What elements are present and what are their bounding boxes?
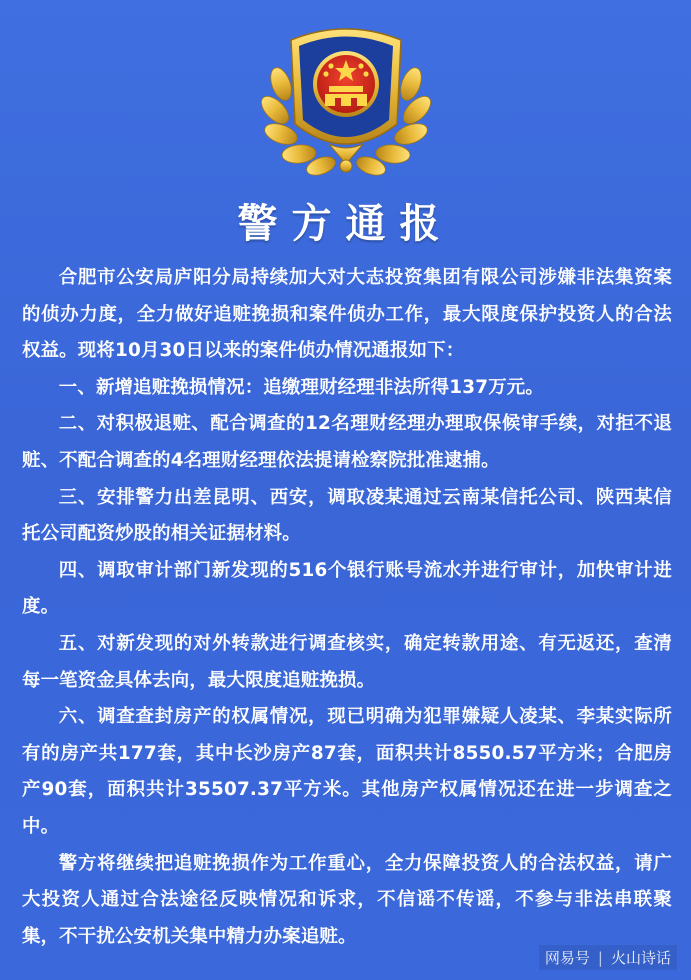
police-emblem-icon xyxy=(251,14,441,190)
paragraph-closing: 警方将继续把追赃挽损作为工作重心，全力保障投资人的合法权益，请广大投资人通过合法途径反映情况和诉求，不信谣不传谣，不参与非法串联聚集，不干扰公安机关集中精力办案追赃。 xyxy=(22,852,672,947)
paragraph-item-3: 三、安排警力出差昆明、西安，调取凌某通过云南某信托公司、陕西某信托公司配资炒股的相关证据材料。 xyxy=(22,486,672,545)
paragraph-item-1: 一、新增追赃挽损情况：追缴理财经理非法所得137万元。 xyxy=(58,376,544,398)
page-title: 警方通报 xyxy=(237,201,454,247)
watermark-brand: 网易号 xyxy=(544,949,590,967)
police-emblem xyxy=(0,14,691,190)
watermark-separator: | xyxy=(597,948,603,967)
notice-body xyxy=(22,260,672,955)
watermark xyxy=(539,945,677,970)
paragraph-item-4: 四、调取审计部门新发现的516个银行账号流水并进行审计，加快审计进度。 xyxy=(22,559,672,618)
watermark-author: 火山诗话 xyxy=(610,949,671,967)
paragraph-item-2: 二、对积极退赃、配合调查的12名理财经理办理取保候审手续，对拒不退赃、不配合调查的4名理财经理依法提请检察院批准逮捕。 xyxy=(22,413,672,471)
paragraph-intro: 合肥市公安局庐阳分局持续加大对大志投资集团有限公司涉嫌非法集资案的侦办力度，全力做好追赃挽损和案件侦办工作，最大限度保护投资人的合法权益。现将10月30日以来的案件侦办情况通报如下： xyxy=(22,267,672,362)
paragraph-item-5: 五、对新发现的对外转款进行调查核实，确定转款用途、有无返还，查清每一笔资金具体去向，最大限度追赃挽损。 xyxy=(22,632,672,691)
paragraph-item-6: 六、调查查封房产的权属情况，现已明确为犯罪嫌疑人凌某、李某实际所有的房产共177套，其中长沙房产87套，面积共计8550.57平方米；合肥房产90套，面积共计35507.37平方米。其他房产权属情况还在进一步调查之中。 xyxy=(22,706,672,837)
